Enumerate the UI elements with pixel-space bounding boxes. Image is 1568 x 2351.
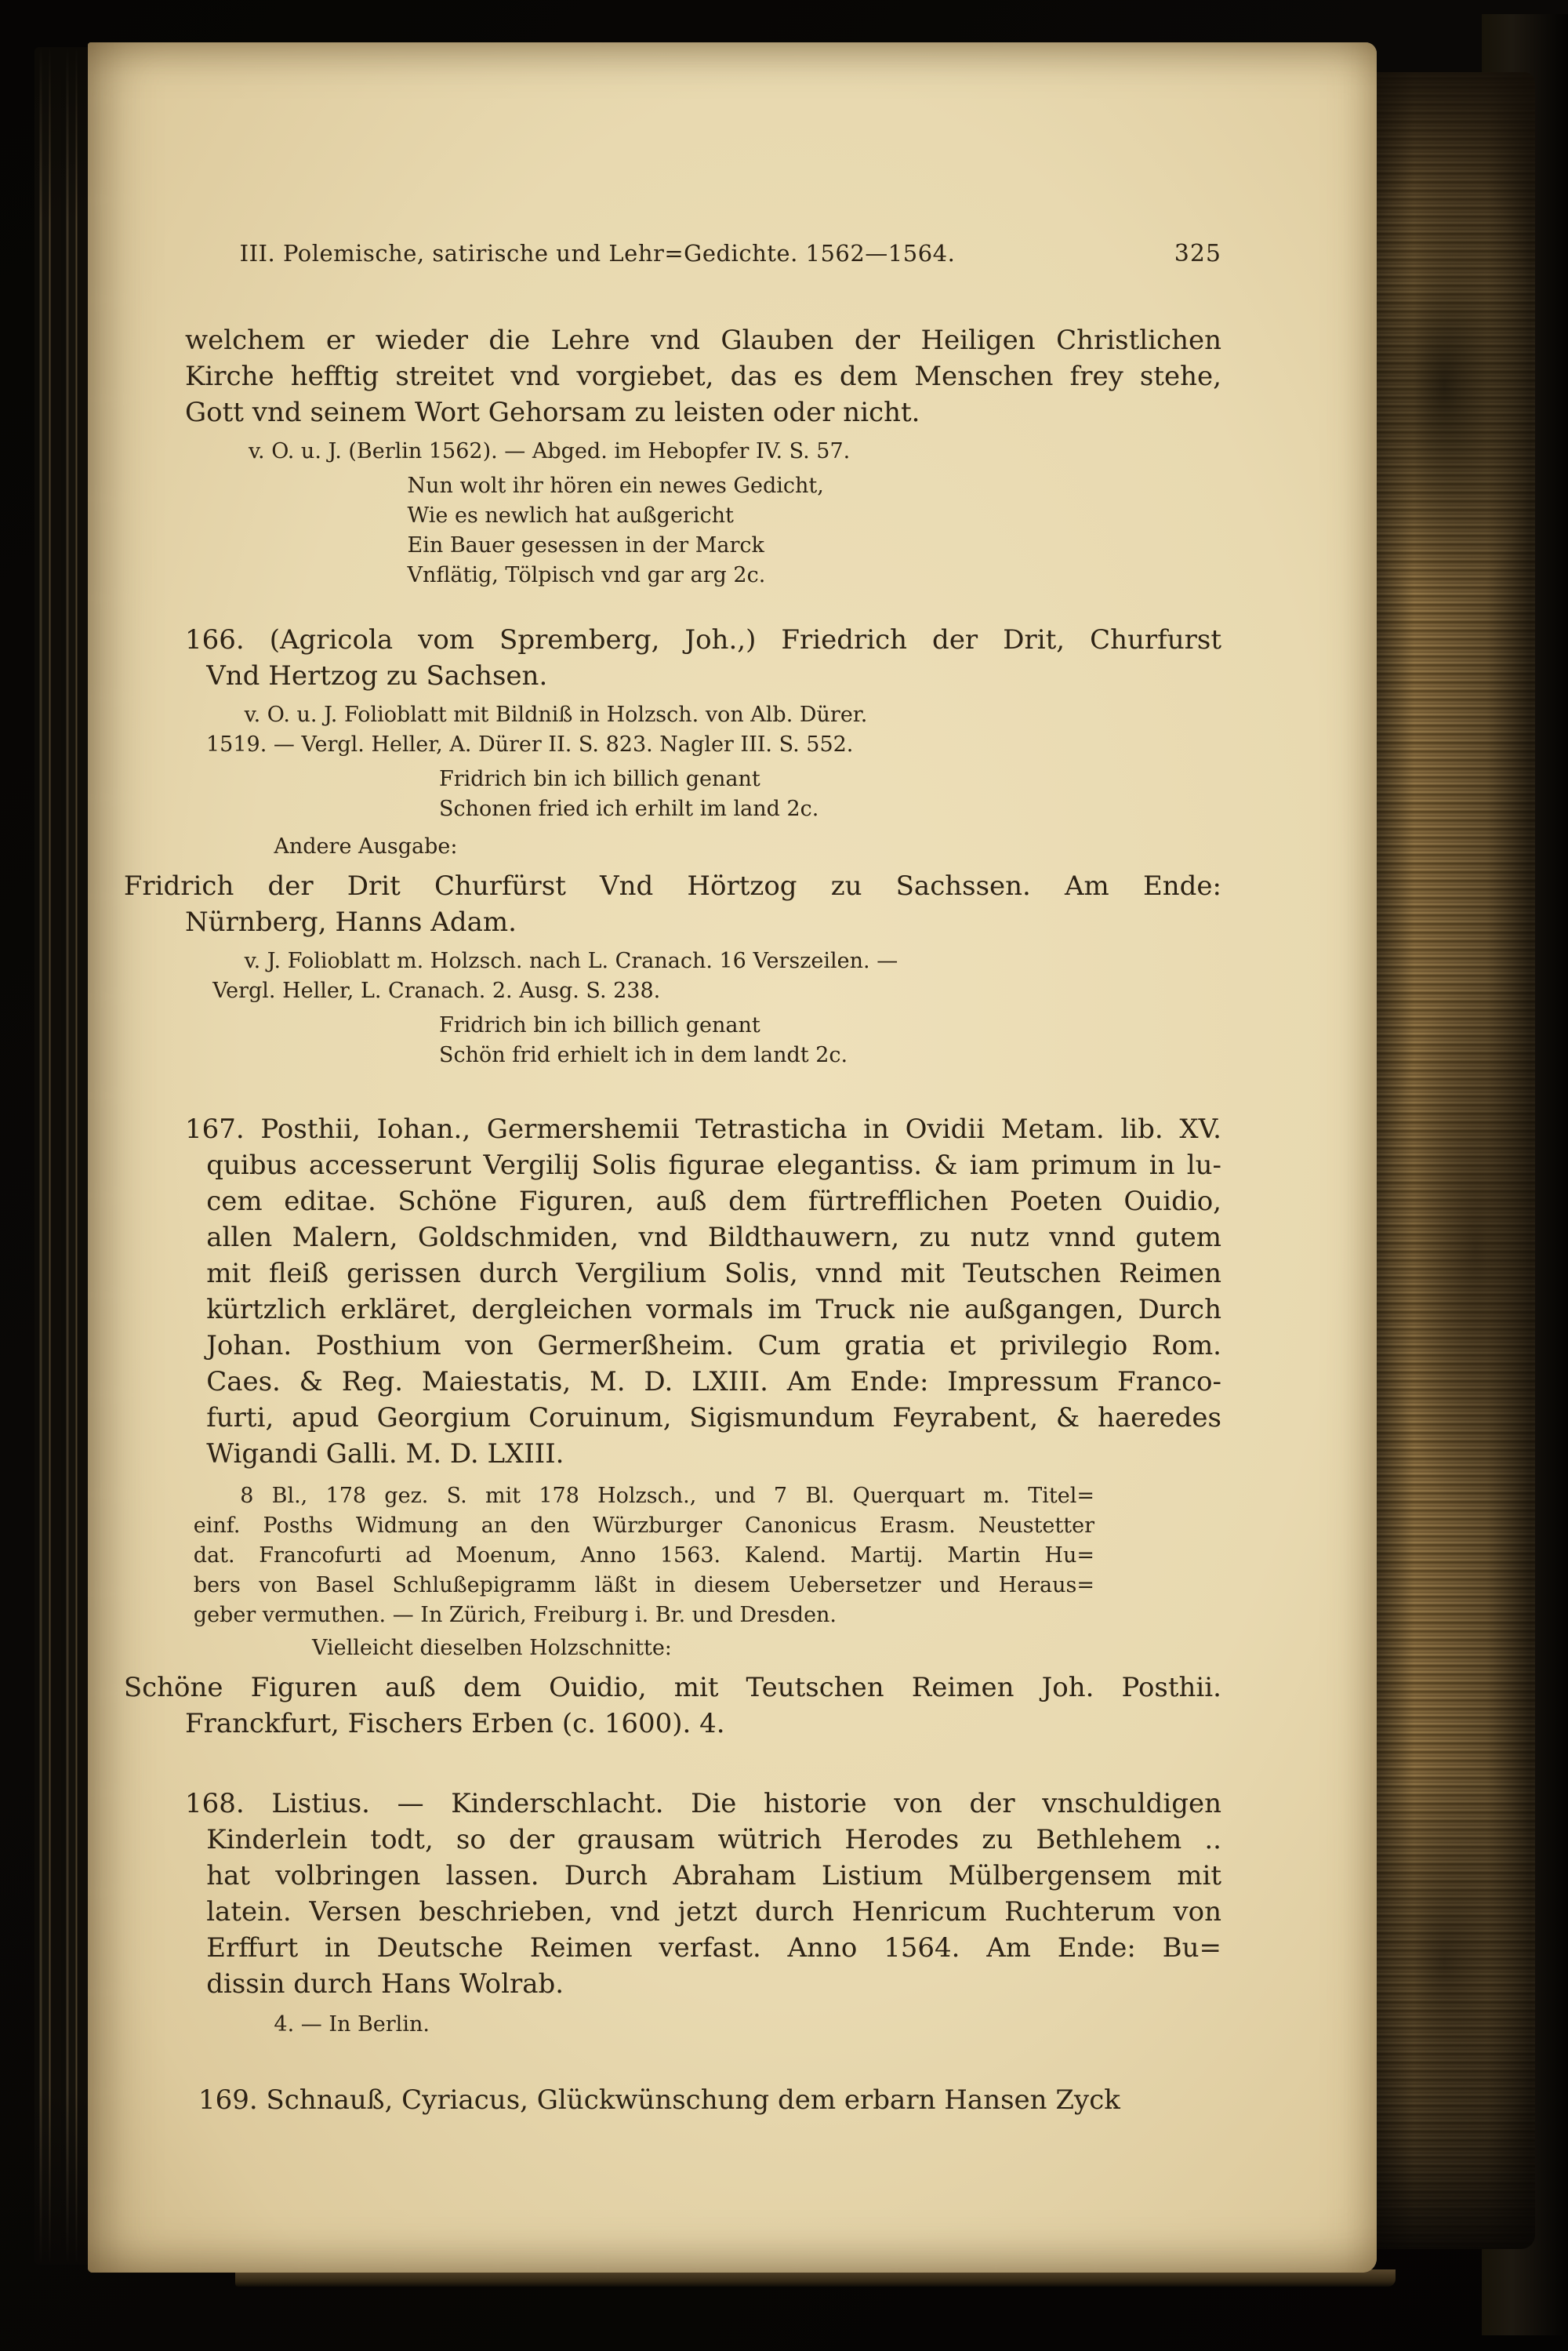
text-line: latein. Versen beschrieben, vnd jetzt durch Henricum Ruchterum von (206, 1896, 1221, 1928)
text-line: bers von Basel Schlußepigramm läßt in diesem Uebersetzer und Heraus= (193, 1573, 1094, 1597)
text-line: furti, apud Georgium Coruinum, Sigismundum Feyrabent, & haeredes (206, 1402, 1221, 1433)
text-line: Fridrich der Drit Churfürst Vnd Hörtzog zu Sachssen. Am Ende: (123, 870, 1221, 902)
text-blocks (123, 322, 1221, 2118)
citation (185, 947, 1221, 1006)
running-title: III. Polemische, satirische und Lehr=Gedichte. 1562—1564. (239, 240, 956, 267)
text-line: Vergl. Heller, L. Cranach. 2. Ausg. S. 238. (212, 979, 661, 1003)
page-edge-stain (1374, 1758, 1535, 2166)
title-transcription (123, 1670, 1221, 1742)
text-line: 166. (Agricola vom Spremberg, Joh.,) Friedrich der Drit, Churfurst (185, 624, 1221, 656)
text-line: Kinderlein todt, so der grausam wütrich Herodes zu Bethlehem .. (206, 1824, 1221, 1855)
entry-168 (185, 1786, 1221, 2002)
title-transcription (123, 868, 1221, 940)
text-line: Vielleicht dieselben Holzschnitte: (312, 1636, 672, 1660)
text-line: hat volbringen lassen. Durch Abraham Listium Mülbergensem mit (206, 1860, 1221, 1891)
text-line: welchem er wieder die Lehre vnd Glauben der Heiligen Christlichen (185, 325, 1221, 356)
book-page (88, 42, 1377, 2273)
text-line: v. O. u. J. (Berlin 1562). — Abged. im Hebopfer IV. S. 57. (249, 439, 851, 463)
label-same-woodcuts (185, 1633, 1221, 1663)
label-other-edition (185, 832, 1221, 862)
text-line: Caes. & Reg. Maiestatis, M. D. LXIII. Am Ende: Impressum Franco- (206, 1366, 1221, 1397)
page-edge-stain (1389, 974, 1535, 1523)
page-header (185, 240, 1221, 267)
text-line: Kirche hefftig streitet vnd vorgiebet, das es dem Menschen frey stehe, (185, 361, 1221, 392)
text-line: 4. — In Berlin. (274, 2012, 430, 2037)
text-line: Gott vnd seinem Wort Gehorsam zu leisten oder nicht. (185, 397, 920, 428)
text-line: 168. Listius. — Kinderschlacht. Die historie von der vnschuldigen (185, 1788, 1221, 1819)
text-line: Andere Ausgabe: (274, 834, 458, 859)
text-line: cem editae. Schöne Figuren, auß dem fürtrefflichen Poeten Ouidio, (206, 1186, 1221, 1217)
text-line: Fridrich bin ich billich genant (439, 767, 760, 791)
text-line: 8 Bl., 178 gez. S. mit 178 Holzsch., und 7 Bl. Querquart m. Titel= (240, 1484, 1094, 1508)
text-line: Franckfurt, Fischers Erben (c. 1600). 4. (185, 1708, 725, 1739)
text-line: dat. Francofurti ad Moenum, Anno 1563. Kalend. Martij. Martin Hu= (193, 1543, 1094, 1568)
text-line: v. J. Folioblatt m. Holzsch. nach L. Cranach. 16 Verszeilen. — (244, 949, 898, 973)
text-line: kürtzlich erkläret, dergleichen vormals im Truck nie außgangen, Durch (206, 1294, 1221, 1325)
text-line: Vnflätig, Tölpisch vnd gar arg 2c. (407, 563, 766, 587)
citation (185, 700, 1221, 760)
text-line: Nun wolt ihr hören ein newes Gedicht, (407, 474, 824, 498)
text-line: quibus accesserunt Vergilij Solis figurae elegantiss. & iam primum in lu- (206, 1150, 1221, 1181)
text-line: dissin durch Hans Wolrab. (206, 1968, 564, 2000)
text-line: Erffurt in Deutsche Reimen verfast. Anno 1564. Am Ende: Bu= (206, 1932, 1221, 1964)
text-line: Wigandi Galli. M. D. LXIII. (206, 1438, 564, 1470)
text-line: Schonen fried ich erhilt im land 2c. (439, 797, 819, 821)
text-line: Vnd Hertzog zu Sachsen. (206, 660, 548, 692)
text-line: Schön frid erhielt ich in dem landt 2c. (439, 1043, 848, 1067)
text-line: Ein Bauer gesessen in der Marck (407, 533, 764, 558)
page-edge-stain (1374, 166, 1535, 605)
verse-quote (185, 765, 1221, 824)
text-line: allen Malern, Goldschmiden, vnd Bildthauwern, zu nutz vnnd gutem (206, 1222, 1221, 1253)
continuation-paragraph (185, 322, 1221, 431)
verse-quote (185, 1011, 1221, 1070)
page-number: 325 (1174, 240, 1221, 267)
citation (185, 2010, 1221, 2040)
page-content (123, 240, 1221, 2118)
text-line: 167. Posthii, Iohan., Germershemii Tetrasticha in Ovidii Metam. lib. XV. (185, 1114, 1221, 1145)
text-line: 169. Schnauß, Cyriacus, Glückwünschung dem erbarn Hansen Zyck (198, 2084, 1120, 2116)
citation (185, 437, 1221, 467)
bibliographic-note (185, 1481, 1221, 1630)
text-line: Fridrich bin ich billich genant (439, 1013, 760, 1037)
text-line: Wie es newlich hat außgericht (407, 503, 734, 528)
text-line: Schöne Figuren auß dem Ouidio, mit Teutschen Reimen Joh. Posthii. (123, 1672, 1221, 1703)
verse-quote (185, 471, 1221, 590)
text-line: mit fleiß gerissen durch Vergilium Solis, vnnd mit Teutschen Reimen (206, 1258, 1221, 1289)
text-line: v. O. u. J. Folioblatt mit Bildniß in Holzsch. von Alb. Dürer. (244, 703, 868, 727)
entry-166 (185, 622, 1221, 694)
text-line: geber vermuthen. — In Zürich, Freiburg i. Br. und Dresden. (193, 1603, 837, 1627)
text-line: einf. Posths Widmung an den Würzburger Canonicus Erasm. Neustetter (193, 1513, 1094, 1538)
text-line: Nürnberg, Hanns Adam. (185, 907, 517, 938)
entry-167 (185, 1111, 1221, 1472)
text-line: 1519. — Vergl. Heller, A. Dürer II. S. 823. Nagler III. S. 552. (206, 732, 854, 757)
entry-169 (185, 2082, 1221, 2118)
fore-edge-pages (1374, 72, 1535, 2249)
text-line: Johan. Posthium von Germerßheim. Cum gratia et privilegio Rom. (206, 1330, 1221, 1361)
gutter-page-edges (34, 47, 89, 2265)
